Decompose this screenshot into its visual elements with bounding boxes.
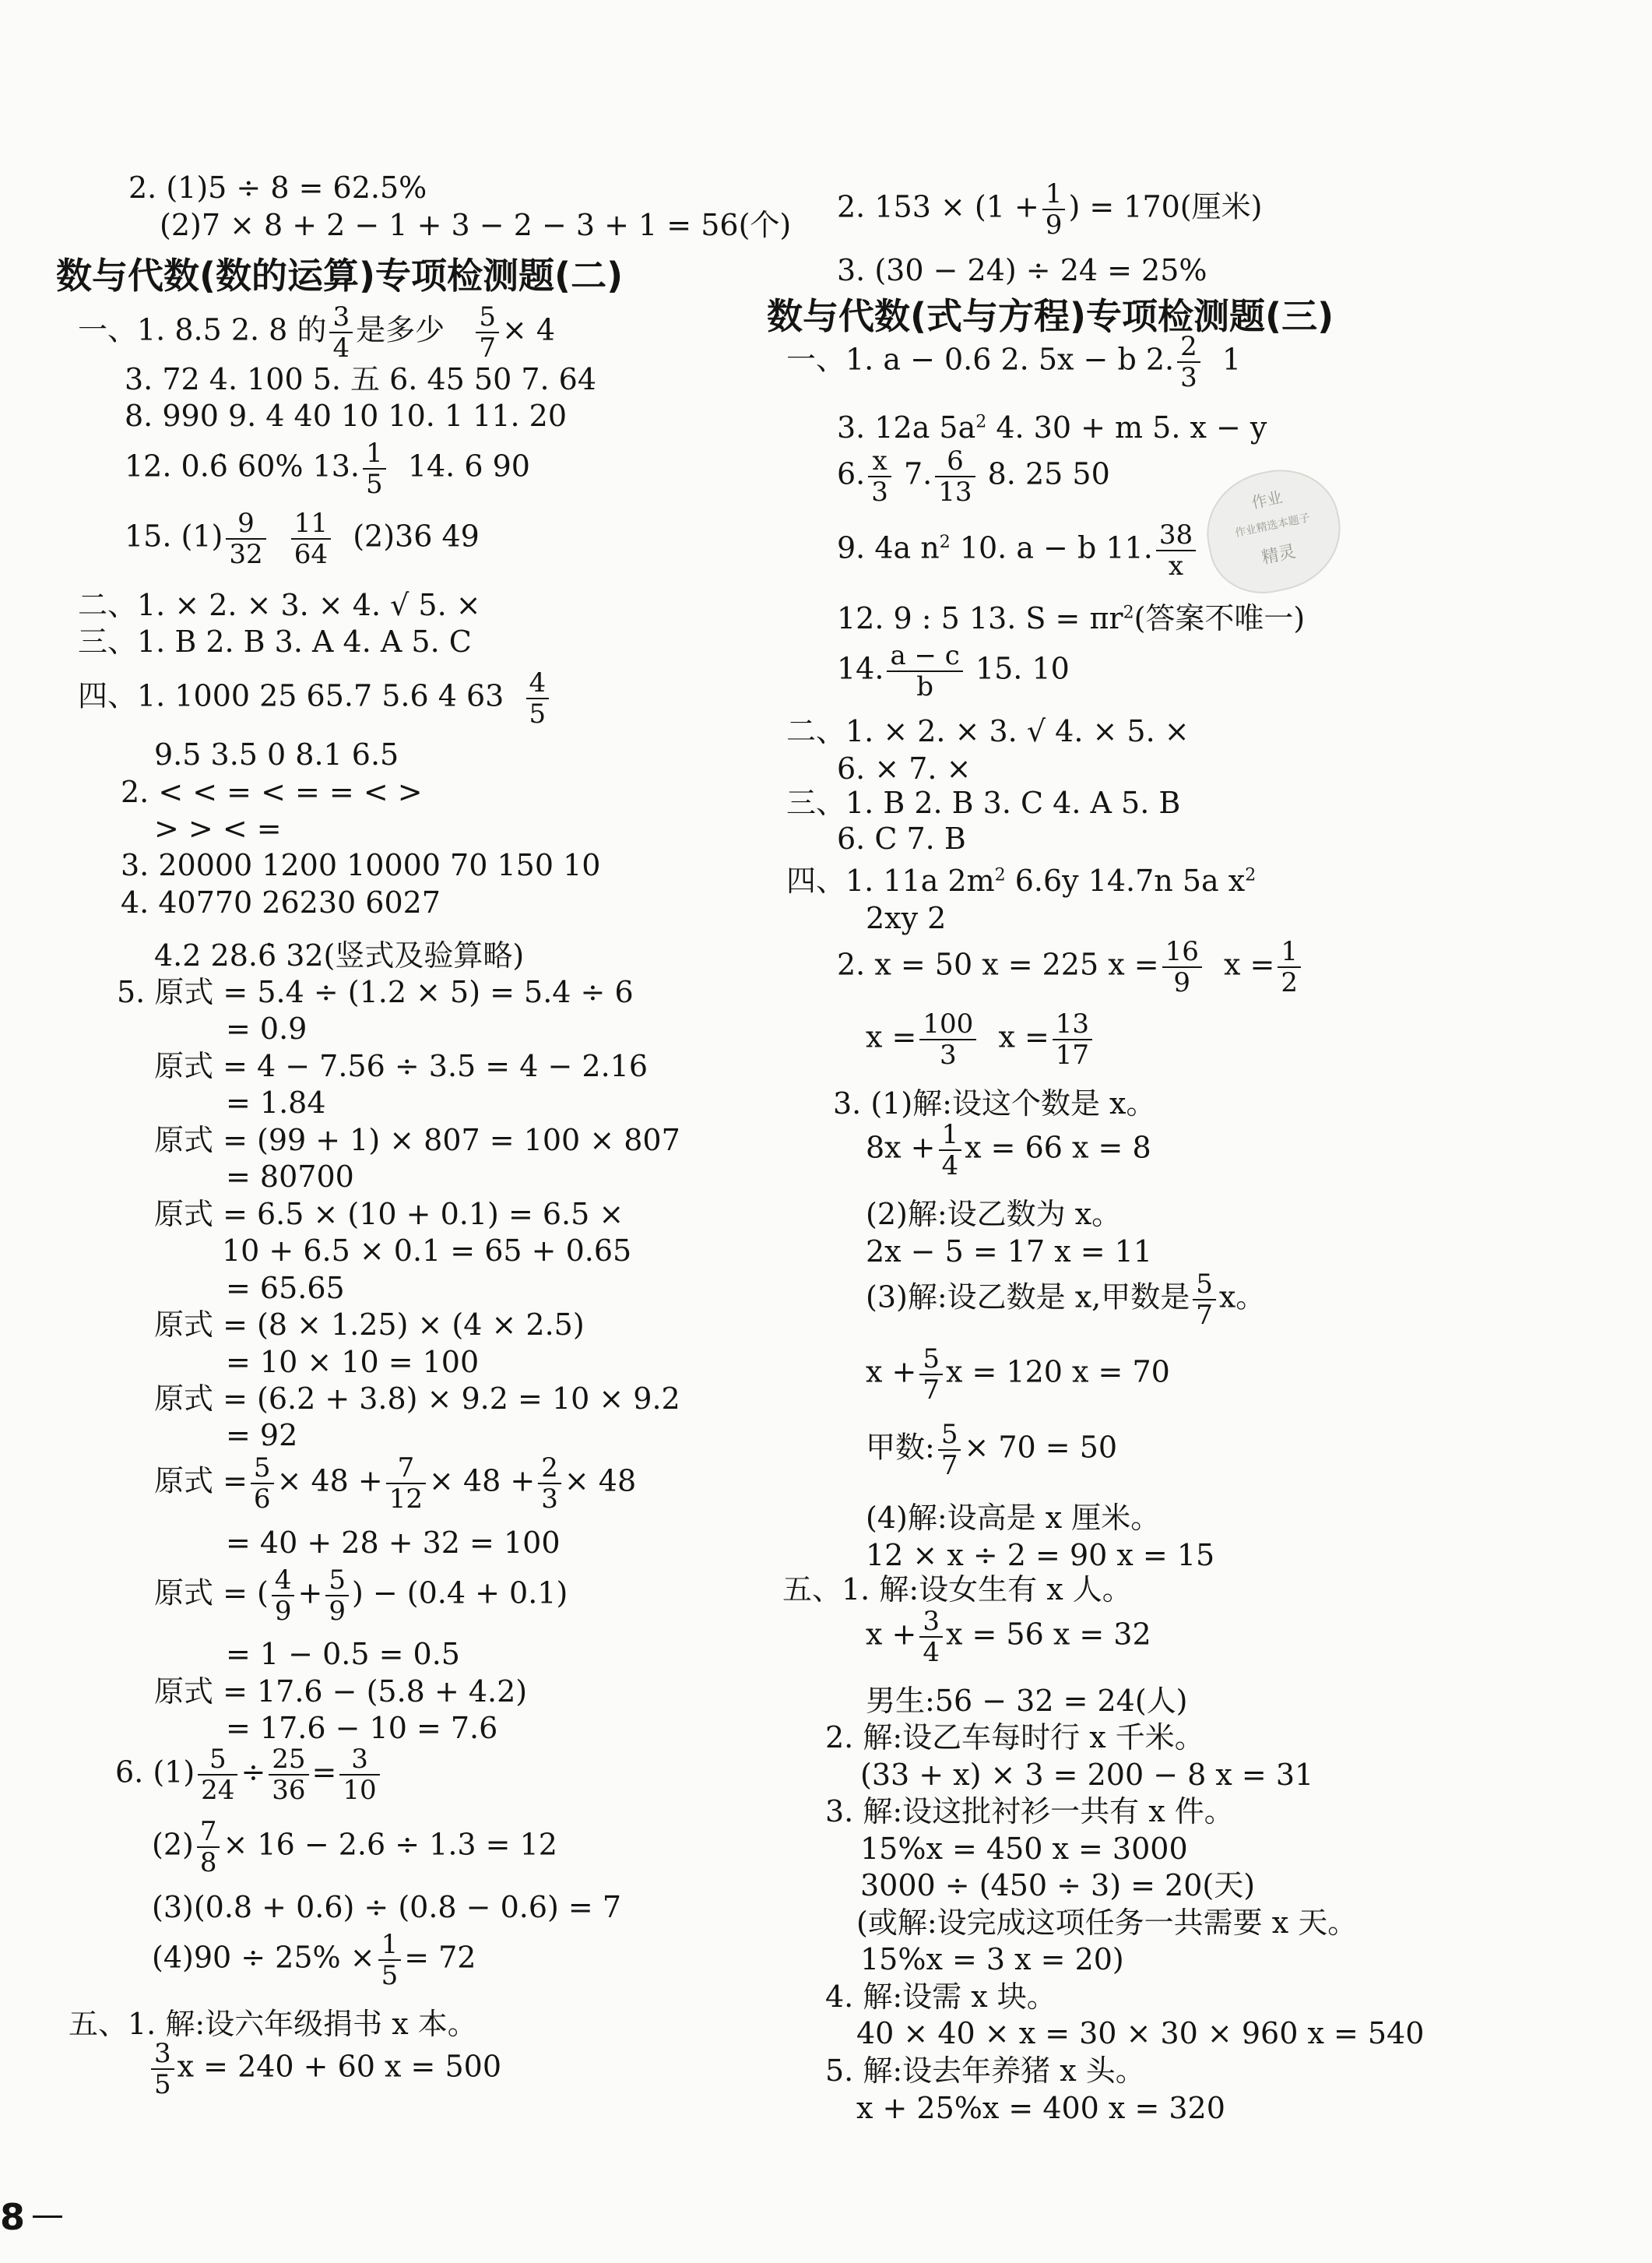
answer-line: 2xy 2: [866, 901, 947, 935]
section-heading: 数与代数(数的运算)专项检测题(二): [56, 255, 624, 297]
page-number: 8: [0, 2196, 26, 2238]
answer-line: 原式 = (6.2 + 3.8) × 9.2 = 10 × 9.2: [154, 1381, 680, 1416]
fraction: $\frac{3}{4}$: [919, 1608, 943, 1666]
answer-line: 3. 解:设这批衬衫一共有 x 件。: [825, 1794, 1234, 1828]
answer-line: (3)解:设乙数是 x,甲数是 $\frac{5}{7}$ x。: [866, 1269, 1266, 1331]
answer-line: x = $\frac{100}{3}$ x = $\frac{13}{17}$: [866, 1011, 1095, 1068]
page-number-rule: [33, 2215, 62, 2218]
answer-line: 5. 原式 = 5.4 ÷ (1.2 × 5) = 5.4 ÷ 6: [117, 975, 634, 1009]
answer-line: 8. 990 9. 4 40 10 10. 1 11. 20: [125, 399, 568, 433]
answer-line: 12. 0.6̇ 60% 13. $\frac{1}{5}$ 14. 6 90: [125, 438, 530, 500]
answer-line: 四、1. 11a $2m^2$ 6.6y 14.7n 5a $x^2$: [786, 864, 1257, 898]
fraction: $\frac{5}{7}$: [1193, 1271, 1216, 1329]
answer-line: 3. (30 − 24) ÷ 24 = 25%: [837, 253, 1207, 287]
answer-line: 40 × 40 × x = 30 × 30 × 960 x = 540: [856, 2016, 1425, 2050]
answer-line: 3. 72 4. 100 5. 五 6. 45 50 7. 64: [125, 362, 597, 396]
fraction: $\frac{1}{5}$: [363, 440, 386, 498]
answer-line: 原式 = 6.5 × (10 + 0.1) = 6.5 ×: [154, 1197, 624, 1231]
answer-line: 9. 4a $n^2$ 10. a − b 11. $\frac{38}{x}$: [837, 522, 1199, 579]
fraction: $\frac{3}{4}$: [329, 304, 353, 361]
answer-line: x + $\frac{3}{4}$ x = 56 x = 32: [866, 1606, 1151, 1668]
answer-line: = 17.6 − 10 = 7.6: [226, 1711, 498, 1745]
fraction: $\frac{5}{24}$: [198, 1746, 237, 1804]
answer-line: 4. 40770 26230 6027: [121, 885, 441, 920]
answer-line: = 1 − 0.5 = 0.5: [226, 1637, 460, 1671]
answer-line: 9.5 3.5 0 8.1 6.5: [154, 737, 399, 772]
answer-line: 2. (1)5 ÷ 8 = 62.5%: [128, 171, 427, 205]
fraction: $\frac{x}{3}$: [868, 448, 891, 505]
answer-line: 男生:56 − 32 = 24(人): [866, 1684, 1188, 1718]
answer-line: (2)7 × 8 + 2 − 1 + 3 − 2 − 3 + 1 = 56(个): [160, 208, 792, 242]
answer-line: 二、1. × 2. × 3. √ 4. × 5. ×: [786, 714, 1190, 748]
answer-line: 甲数: $\frac{5}{7}$ × 70 = 50: [866, 1419, 1118, 1481]
answer-line: 3. 20000 1200 10000 70 150 10: [121, 848, 601, 882]
answer-line: 一、1. 8.5 2. 8 的 $\frac{3}{4}$ 是多少 $\frac{5}{7}$ × 4: [78, 301, 556, 364]
answer-line: 10 + 6.5 × 0.1 = 65 + 0.65: [222, 1234, 632, 1268]
answer-line: 6. $\frac{x}{3}$ 7. $\frac{6}{13}$ 8. 25 50: [837, 445, 1110, 508]
answer-line: x + 25%x = 400 x = 320: [856, 2091, 1225, 2125]
answer-line: 2. < < = < = = < >: [121, 775, 423, 809]
fraction: $\frac{13}{17}$: [1053, 1011, 1092, 1068]
fraction: $\frac{4}{9}$: [272, 1567, 295, 1624]
answer-line: 3. (1)解:设这个数是 x。: [833, 1086, 1156, 1121]
section-heading: 数与代数(式与方程)专项检测题(三): [767, 295, 1334, 337]
answer-line: 2. x = 50 x = 225 x = $\frac{16}{9}$ x = $\frac{1}{2}$: [837, 938, 1304, 996]
fraction: $\frac{100}{3}$: [919, 1011, 976, 1068]
fraction: $\frac{38}{x}$: [1156, 522, 1196, 579]
answer-line: (4)解:设高是 x 厘米。: [866, 1501, 1161, 1535]
fraction: $\frac{a - c}{b}$: [887, 642, 962, 700]
answer-line: 原式 = 17.6 − (5.8 + 4.2): [154, 1674, 528, 1709]
answer-line: 原式 = ( $\frac{4}{9}$ + $\frac{5}{9}$ ) − (0.4 + 0.1): [154, 1564, 568, 1627]
answer-line: $\frac{3}{5}$ x = 240 + 60 x = 500: [148, 2040, 501, 2098]
fraction: $\frac{5}{9}$: [325, 1567, 349, 1624]
answer-line: 二、1. × 2. × 3. × 4. √ 5. ×: [78, 588, 481, 622]
answer-line: 2x − 5 = 17 x = 11: [866, 1234, 1152, 1269]
fraction: $\frac{3}{10}$: [339, 1746, 379, 1804]
answer-line: (3)(0.8 + 0.6) ÷ (0.8 − 0.6) = 7: [152, 1890, 622, 1924]
answer-line: 原式 = (8 × 1.25) × (4 × 2.5): [154, 1307, 585, 1342]
fraction: $\frac{5}{7}$: [476, 304, 499, 361]
answer-line: 3. 12a $5a^2$ 4. 30 + m 5. x − y: [837, 410, 1267, 445]
fraction: $\frac{2}{3}$: [538, 1455, 561, 1512]
fraction: $\frac{7}{8}$: [197, 1818, 220, 1876]
fraction: $\frac{5}{7}$: [938, 1421, 961, 1479]
answer-line: (2) $\frac{7}{8}$ × 16 − 2.6 ÷ 1.3 = 12: [152, 1816, 557, 1878]
answer-line: 原式 = $\frac{5}{6}$ × 48 + $\frac{7}{12}$ × 48 + $\frac{2}{3}$ × 48: [154, 1452, 637, 1515]
watermark-stamp: 作业 作业精选本题子 精灵: [1196, 459, 1351, 604]
answer-line: 2. 解:设乙车每时行 x 千米。: [825, 1720, 1204, 1754]
answer-line: 五、1. 解:设女生有 x 人。: [782, 1572, 1132, 1607]
answer-line: (33 + x) × 3 = 200 − 8 x = 31: [860, 1758, 1314, 1792]
fraction: $\frac{1}{4}$: [939, 1121, 962, 1179]
answer-line: = 0.9: [226, 1012, 308, 1046]
answer-line: 3000 ÷ (450 ÷ 3) = 20(天): [860, 1868, 1256, 1902]
answer-line: 6. × 7. ×: [837, 751, 972, 786]
answer-line: 4.2 28.6̇ 32(竖式及验算略): [154, 938, 525, 973]
fraction: $\frac{9}{32}$: [226, 510, 265, 568]
answer-line: 15%x = 3 x = 20): [860, 1942, 1124, 1976]
answer-line: 12 × x ÷ 2 = 90 x = 15: [866, 1538, 1215, 1572]
fraction: $\frac{5}{7}$: [919, 1346, 943, 1403]
answer-line: 一、1. a − 0.6 2. 5x − b 2. $\frac{2}{3}$ 1: [786, 331, 1242, 393]
answer-line: 15%x = 450 x = 3000: [860, 1832, 1188, 1866]
answer-line: (4)90 ÷ 25% × $\frac{1}{5}$ = 72: [152, 1929, 476, 1991]
answer-line: = 1.84: [226, 1086, 326, 1120]
answer-line: (或解:设完成这项任务一共需要 x 天。: [856, 1906, 1358, 1940]
answer-line: 5. 解:设去年养猪 x 头。: [825, 2054, 1145, 2088]
fraction: $\frac{6}{13}$: [935, 448, 975, 505]
answer-line: 6. C 7. B: [837, 822, 966, 856]
answer-line: = 10 × 10 = 100: [226, 1345, 480, 1379]
fraction: $\frac{11}{64}$: [291, 510, 331, 568]
answer-line: = 92: [226, 1418, 298, 1452]
answer-line: 8x + $\frac{1}{4}$ x = 66 x = 8: [866, 1119, 1151, 1181]
fraction: $\frac{2}{3}$: [1177, 333, 1200, 391]
answer-line: = 40 + 28 + 32 = 100: [226, 1526, 561, 1560]
fraction: $\frac{1}{5}$: [378, 1931, 402, 1989]
answer-line: 15. (1) $\frac{9}{32}$ $\frac{11}{64}$ (2)36 49: [125, 508, 480, 570]
answer-line: 三、1. B 2. B 3. A 4. A 5. C: [78, 625, 472, 659]
fraction: $\frac{3}{5}$: [151, 2040, 174, 2098]
answer-line: = 65.65: [226, 1271, 345, 1305]
answer-line: 五、1. 解:设六年级捐书 x 本。: [69, 2007, 477, 2041]
answer-line: 4. 解:设需 x 块。: [825, 1980, 1056, 2014]
answer-line: 原式 = 4 − 7.56 ÷ 3.5 = 4 − 2.16: [154, 1049, 648, 1083]
fraction: $\frac{7}{12}$: [386, 1455, 426, 1512]
answer-line: 6. (1) $\frac{5}{24}$ ÷ $\frac{25}{36}$ = $\frac{3}{10}$: [115, 1746, 383, 1804]
answer-line: 2. 153 × (1 + $\frac{1}{9}$ ) = 170(厘米): [837, 178, 1263, 241]
fraction: $\frac{1}{2}$: [1278, 938, 1301, 996]
answer-line: > > < =: [154, 811, 282, 846]
answer-line: 原式 = (99 + 1) × 807 = 100 × 807: [154, 1123, 680, 1157]
fraction: $\frac{5}{6}$: [251, 1455, 274, 1512]
answer-line: 三、1. B 2. B 3. C 4. A 5. B: [786, 786, 1181, 820]
answer-line: 12. 9 : 5 13. $S = \pi r^2$(答案不唯一): [837, 601, 1306, 635]
fraction: $\frac{16}{9}$: [1162, 938, 1202, 996]
answer-line: 14. $\frac{a - c}{b}$ 15. 10: [837, 640, 1070, 702]
answer-line: 四、1. 1000 25 65.7 5.6 4 63 $\frac{4}{5}$: [78, 670, 552, 727]
answer-line: x + $\frac{5}{7}$ x = 120 x = 70: [866, 1343, 1170, 1406]
fraction: $\frac{4}{5}$: [526, 670, 550, 727]
answer-line: = 80700: [226, 1160, 354, 1194]
answer-line: (2)解:设乙数为 x。: [866, 1197, 1122, 1231]
fraction: $\frac{1}{9}$: [1042, 181, 1066, 238]
fraction: $\frac{25}{36}$: [269, 1746, 308, 1804]
